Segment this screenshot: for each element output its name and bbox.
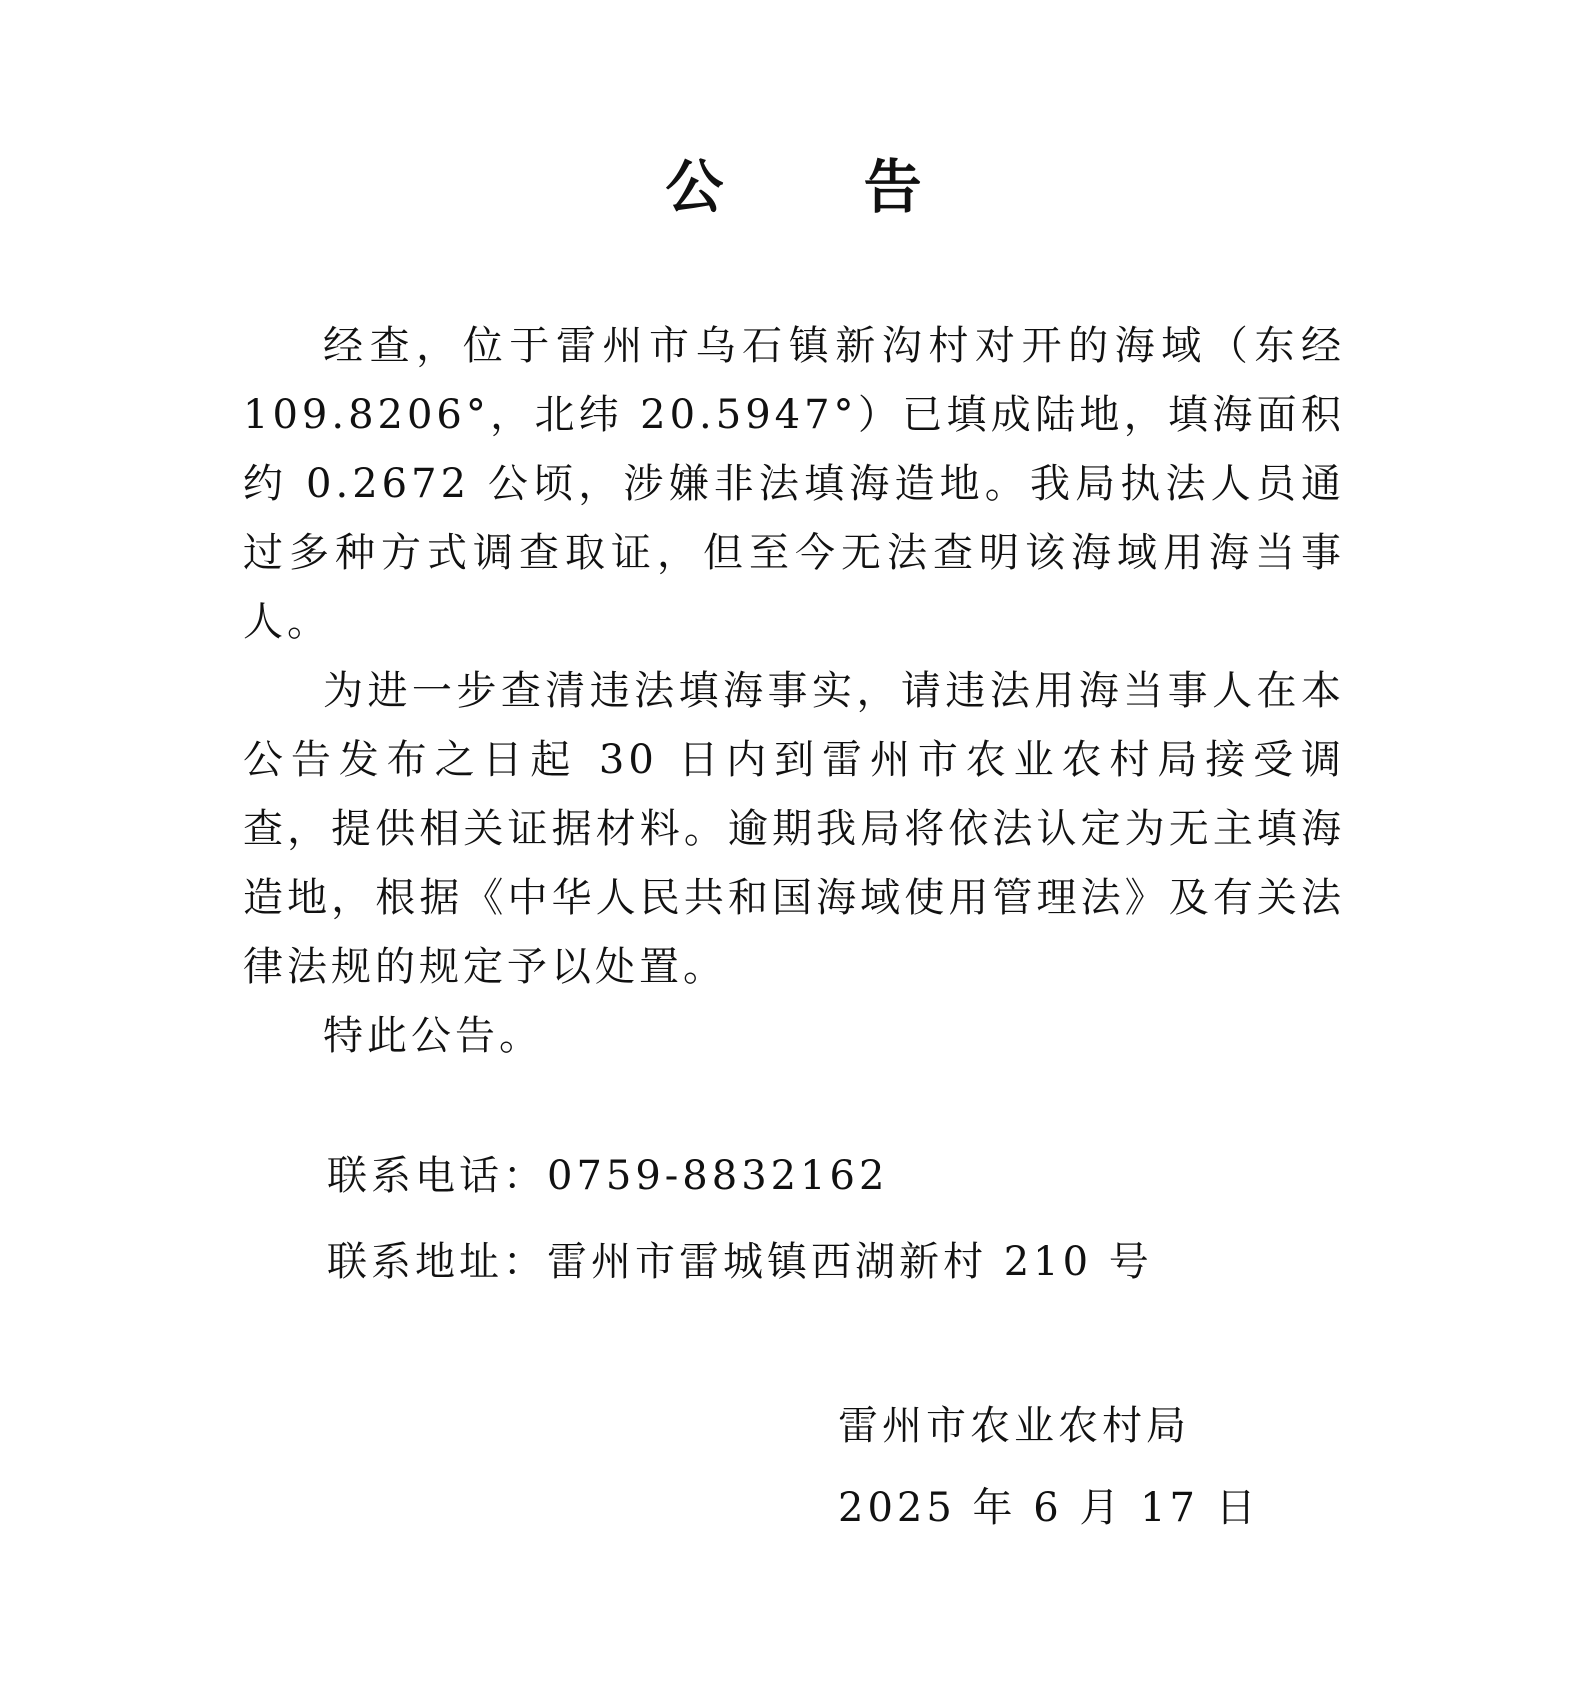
contact-address: 联系地址：雷州市雷城镇西湖新村 210 号: [327, 1239, 1153, 1285]
signature-date: 2025 年 6 月 17 日: [838, 1485, 1260, 1531]
signature-organization: 雷州市农业农村局: [838, 1403, 1190, 1449]
document-body: [243, 312, 1345, 1071]
contact-phone: 联系电话：0759-8832162: [327, 1153, 889, 1199]
body-paragraph-closing: 特此公告。: [323, 1013, 543, 1059]
body-paragraph-investigation: 经查，位于雷州市乌石镇新沟村对开的海域（东经 109.8206°，北纬 20.5947°）已填成陆地，填海面积约 0.2672 公顷，涉嫌非法填海造地。我局执法人员通过多种方式调查取证，但至今无法查明该海域用海当事人。: [243, 323, 1345, 645]
body-paragraph-notice: 为进一步查清违法填海事实，请违法用海当事人在本公告发布之日起 30 日内到雷州市农业农村局接受调查，提供相关证据材料。逾期我局将依法认定为无主填海造地，根据《中华人民共和国海域使用管理法》及有关法律法规的规定予以处置。: [243, 668, 1345, 990]
document-title: 公 告: [665, 153, 982, 221]
